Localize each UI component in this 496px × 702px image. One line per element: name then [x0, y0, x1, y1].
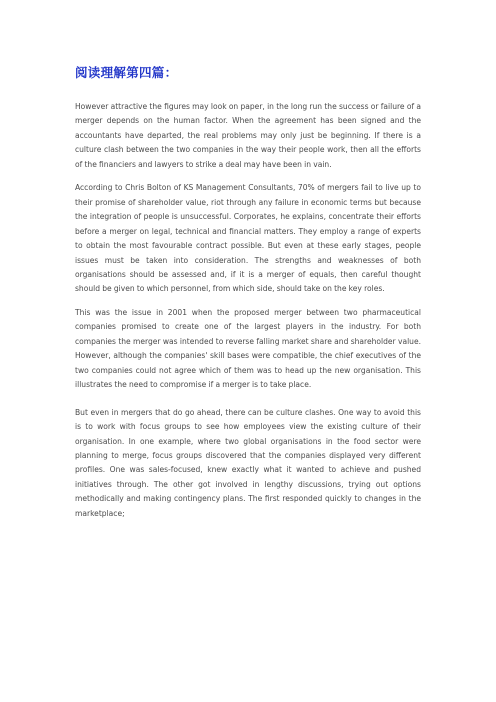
document-body: [75, 64, 421, 530]
section-heading: 阅读理解第四篇：: [75, 65, 178, 80]
paragraph-2: According to Chris Bolton of KS Management Consultants, 70% of mergers fail to live up to their promise of shareholder value, riot through any failure in economic terms but because the integration of people is unsuccessful. Corporates, he explains, concentrate their efforts before a merger on legal, technical and financial matters. They employ a range of experts to obtain the most favourable contract possible. But even at these early stages, people issues must be taken into consideration. The strengths and weaknesses of both organisations should be assessed and, if it is a merger of equals, then careful thought should be given to which personnel, from which side, should take on the key roles.: [75, 183, 421, 294]
paragraph-1: However attractive the figures may look on paper, in the long run the success or failure of a merger depends on the human factor. When the agreement has been signed and the accountants have departed, the real problems may only just be beginning. If there is a culture clash between the two companies in the way their people work, then all the efforts of the financiers and lawyers to strike a deal may have been in vain.: [75, 102, 421, 169]
paragraph-4: But even in mergers that do go ahead, there can be culture clashes. One way to avoid this is to work with focus groups to see how employees view the existing culture of their organisation. In one example, where two global organisations in the food sector were planning to merge, focus groups discovered that the companies displayed very different profiles. One was sales-focused, knew exactly what it wanted to achieve and pushed initiatives through. The other got involved in lengthy discussions, trying out options methodically and making contingency plans. The first responded quickly to changes in the marketplace;: [75, 407, 421, 518]
paragraph-3: This was the issue in 2001 when the proposed merger between two pharmaceutical companies promised to create one of the largest players in the industry. For both companies the merger was intended to reverse falling market share and shareholder value. However, although the companies' skill bases were compatible, the chief executives of the two companies could not agree which of them was to head up the new organisation. This illustrates the need to compromise if a merger is to take place.: [75, 307, 421, 390]
